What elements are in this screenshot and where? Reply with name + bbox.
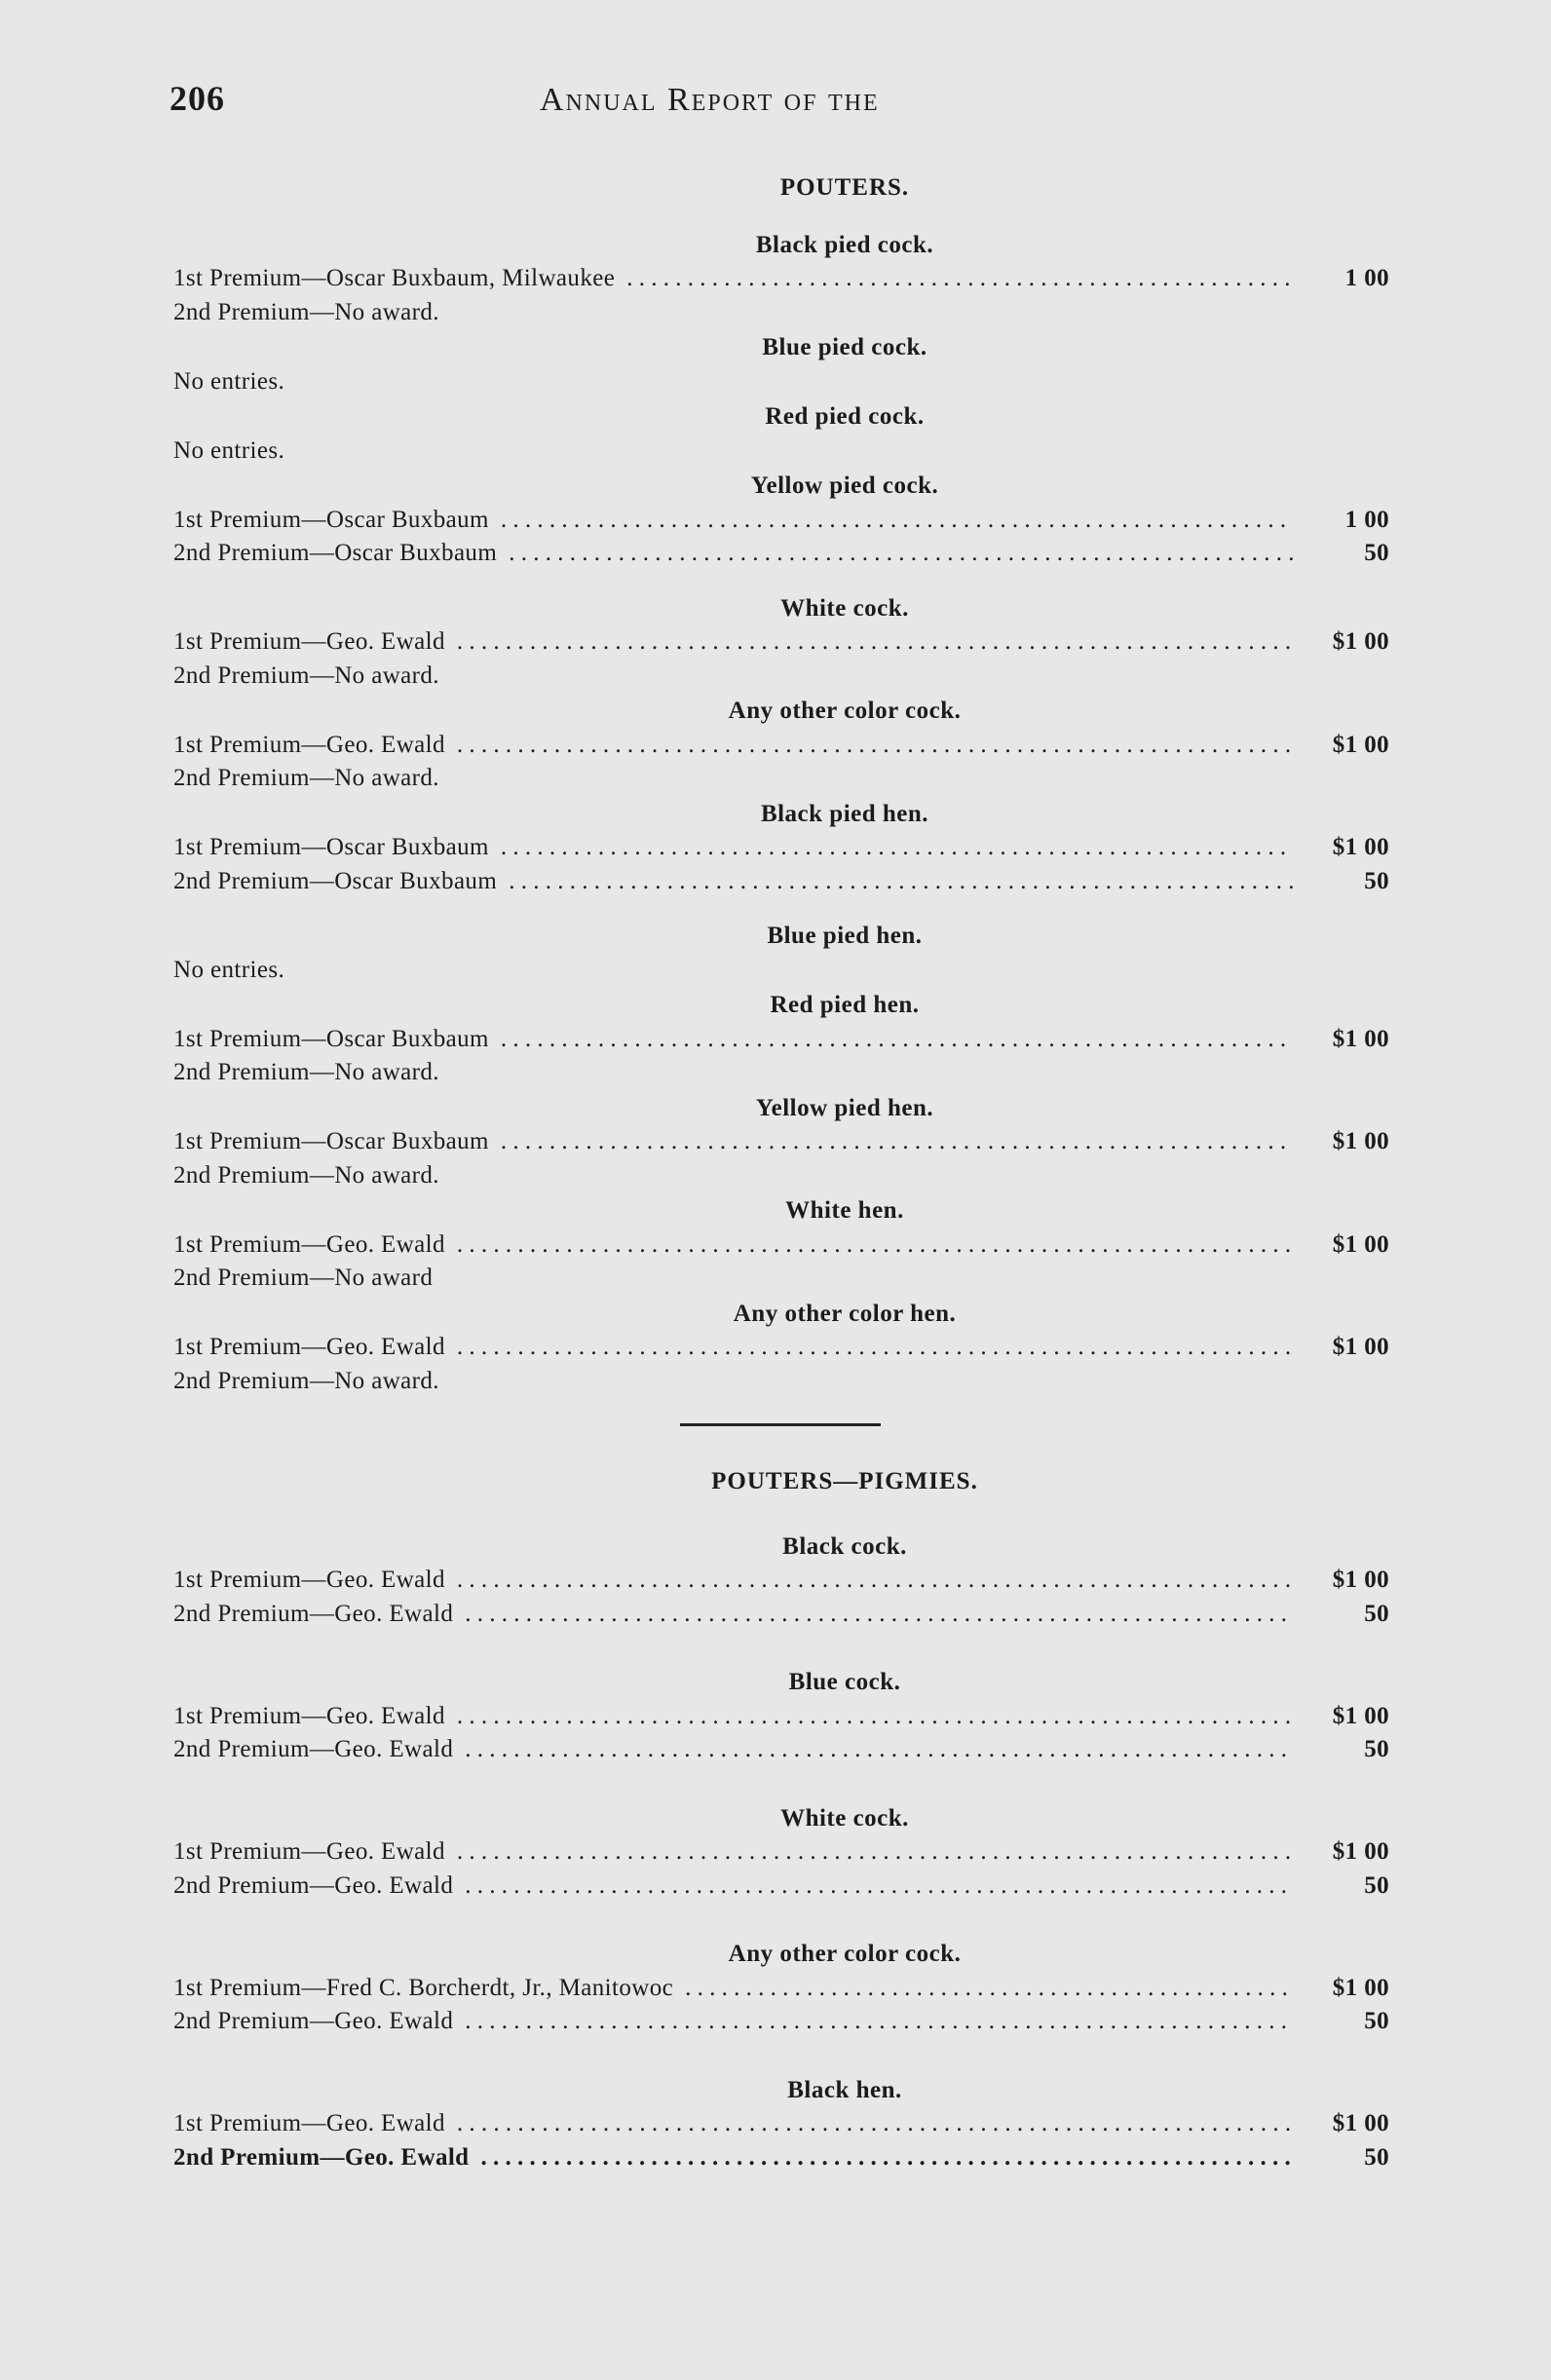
entry-amount: $1 00: [1332, 1128, 1389, 1154]
premium-entry: [173, 625, 1389, 660]
premium-entry: [173, 1598, 1389, 1632]
category-heading: Blue pied hen.: [767, 923, 923, 949]
dot-leader: [457, 1564, 1294, 1598]
entry-amount: 50: [1364, 1736, 1389, 1762]
dot-leader: [457, 1835, 1294, 1870]
premium-entry: [173, 1331, 1389, 1365]
dot-leader: [685, 1972, 1294, 2006]
premium-entry: [173, 1972, 1389, 2006]
dot-leader: [626, 262, 1294, 296]
entry-text: 1st Premium—Oscar Buxbaum: [173, 834, 489, 860]
dot-leader: [457, 625, 1294, 660]
entry-text: 1st Premium—Fred C. Borcherdt, Jr., Manitowoc: [173, 1974, 674, 2001]
category-heading: Black cock.: [782, 1532, 907, 1560]
entry-amount: 50: [1364, 2143, 1389, 2171]
page-header: [170, 78, 1385, 136]
entry-text: 1st Premium—Oscar Buxbaum: [173, 1128, 489, 1154]
entry-amount: 50: [1364, 2008, 1389, 2034]
entry-amount: 50: [1364, 540, 1389, 566]
dot-leader: [509, 537, 1294, 571]
section-title: POUTERS.: [779, 174, 910, 201]
section-title: POUTERS—PIGMIES.: [711, 1468, 978, 1494]
category-heading: Yellow pied hen.: [755, 1094, 934, 1121]
entry-text: 1st Premium—Geo. Ewald: [173, 1838, 445, 1865]
entry-text: 2nd Premium—Geo. Ewald: [173, 2143, 470, 2171]
dot-leader: [465, 1598, 1294, 1632]
category-heading: Any other color hen.: [733, 1300, 957, 1327]
entry-text: 2nd Premium—Oscar Buxbaum: [173, 540, 498, 566]
premium-entry: [173, 729, 1389, 763]
entry-amount: $1 00: [1332, 1838, 1389, 1865]
entry-amount: 1 00: [1344, 506, 1389, 533]
premium-entry: [173, 2141, 1389, 2175]
category-heading: Black pied hen.: [760, 800, 929, 827]
entry-amount: $1 00: [1332, 1702, 1389, 1729]
category-heading: Yellow pied cock.: [750, 472, 939, 499]
entry-amount: 50: [1364, 1600, 1389, 1627]
premium-entry: 2nd Premium—No award.: [173, 1367, 439, 1394]
category-heading: Any other color cock.: [728, 698, 962, 724]
premium-entry: [173, 262, 1389, 296]
category-heading: White cock.: [780, 594, 909, 622]
entry-amount: $1 00: [1332, 834, 1389, 860]
entry-text: 1st Premium—Geo. Ewald: [173, 628, 445, 655]
premium-entry: [173, 865, 1389, 899]
category-heading: Red pied hen.: [770, 992, 920, 1018]
dot-leader: [457, 2107, 1294, 2141]
entry-text: 1st Premium—Geo. Ewald: [173, 1334, 445, 1360]
category-heading: Blue cock.: [788, 1669, 901, 1695]
entry-text: 2nd Premium—Geo. Ewald: [173, 1871, 454, 1899]
premium-entry: [173, 1125, 1389, 1159]
entry-amount: $1 00: [1332, 1025, 1389, 1052]
dot-leader: [501, 831, 1294, 865]
entry-amount: 50: [1364, 1871, 1389, 1899]
dot-leader: [457, 1331, 1294, 1365]
entry-text: 1st Premium—Geo. Ewald: [173, 731, 445, 758]
page-number: 206: [170, 79, 225, 118]
premium-entry: [173, 1733, 1389, 1767]
premium-entry: 2nd Premium—No award.: [173, 298, 439, 325]
no-entries-note: No entries.: [173, 367, 285, 395]
entry-amount: $1 00: [1332, 1334, 1389, 1360]
premium-entry: 2nd Premium—No award.: [173, 765, 439, 791]
section-divider: [680, 1423, 881, 1426]
entry-text: 2nd Premium—Geo. Ewald: [173, 2008, 454, 2034]
dot-leader: [465, 2005, 1294, 2039]
entry-amount: $1 00: [1332, 2110, 1389, 2136]
premium-entry: [173, 504, 1389, 538]
no-entries-note: No entries.: [173, 956, 285, 983]
entry-amount: $1 00: [1332, 628, 1389, 655]
category-heading: Black pied cock.: [755, 231, 934, 258]
premium-entry: 2nd Premium—No award.: [173, 1059, 439, 1085]
dot-leader: [501, 1125, 1294, 1159]
running-title: Annual Report of the: [540, 82, 880, 118]
premium-entry: 2nd Premium—No award.: [173, 1161, 439, 1189]
dot-leader: [457, 1700, 1294, 1734]
premium-entry: [173, 2107, 1389, 2141]
entry-text: 1st Premium—Geo. Ewald: [173, 1230, 445, 1258]
dot-leader: [465, 1733, 1294, 1767]
premium-list: [173, 171, 1389, 2174]
category-heading: White cock.: [780, 1804, 909, 1832]
entry-amount: $1 00: [1332, 731, 1389, 758]
premium-entry: 2nd Premium—No award: [173, 1265, 434, 1291]
entry-amount: $1 00: [1332, 1567, 1389, 1593]
dot-leader: [501, 1023, 1294, 1057]
dot-leader: [465, 1870, 1294, 1904]
entry-text: 1st Premium—Oscar Buxbaum: [173, 1025, 489, 1052]
dot-leader: [457, 1228, 1294, 1263]
premium-entry: [173, 1564, 1389, 1598]
category-heading: White hen.: [785, 1197, 904, 1224]
premium-entry: [173, 831, 1389, 865]
entry-text: 2nd Premium—Geo. Ewald: [173, 1600, 454, 1627]
category-heading: Any other color cock.: [728, 1941, 962, 1967]
entry-text: 2nd Premium—Oscar Buxbaum: [173, 867, 498, 894]
no-entries-note: No entries.: [173, 436, 285, 464]
dot-leader: [457, 729, 1294, 763]
dot-leader: [509, 865, 1294, 899]
premium-entry: [173, 1228, 1389, 1263]
premium-entry: [173, 1835, 1389, 1870]
entry-text: 1st Premium—Geo. Ewald: [173, 1567, 445, 1593]
category-heading: Red pied cock.: [765, 403, 925, 430]
entry-text: 1st Premium—Oscar Buxbaum, Milwaukee: [173, 265, 616, 291]
category-heading: Blue pied cock.: [762, 334, 927, 360]
entry-amount: $1 00: [1332, 1974, 1389, 2001]
premium-entry: [173, 1870, 1389, 1904]
entry-amount: 50: [1364, 867, 1389, 894]
entry-text: 1st Premium—Geo. Ewald: [173, 1702, 445, 1729]
premium-entry: [173, 2005, 1389, 2039]
premium-entry: [173, 1700, 1389, 1734]
entry-amount: 1 00: [1344, 265, 1389, 291]
dot-leader: [501, 504, 1294, 538]
category-heading: Black hen.: [787, 2076, 902, 2103]
premium-entry: 2nd Premium—No award.: [173, 661, 439, 689]
entry-text: 1st Premium—Oscar Buxbaum: [173, 506, 489, 533]
entry-text: 1st Premium—Geo. Ewald: [173, 2110, 445, 2136]
entry-amount: $1 00: [1332, 1230, 1389, 1258]
entry-text: 2nd Premium—Geo. Ewald: [173, 1736, 454, 1762]
dot-leader: [481, 2141, 1295, 2175]
premium-entry: [173, 537, 1389, 571]
premium-entry: [173, 1023, 1389, 1057]
